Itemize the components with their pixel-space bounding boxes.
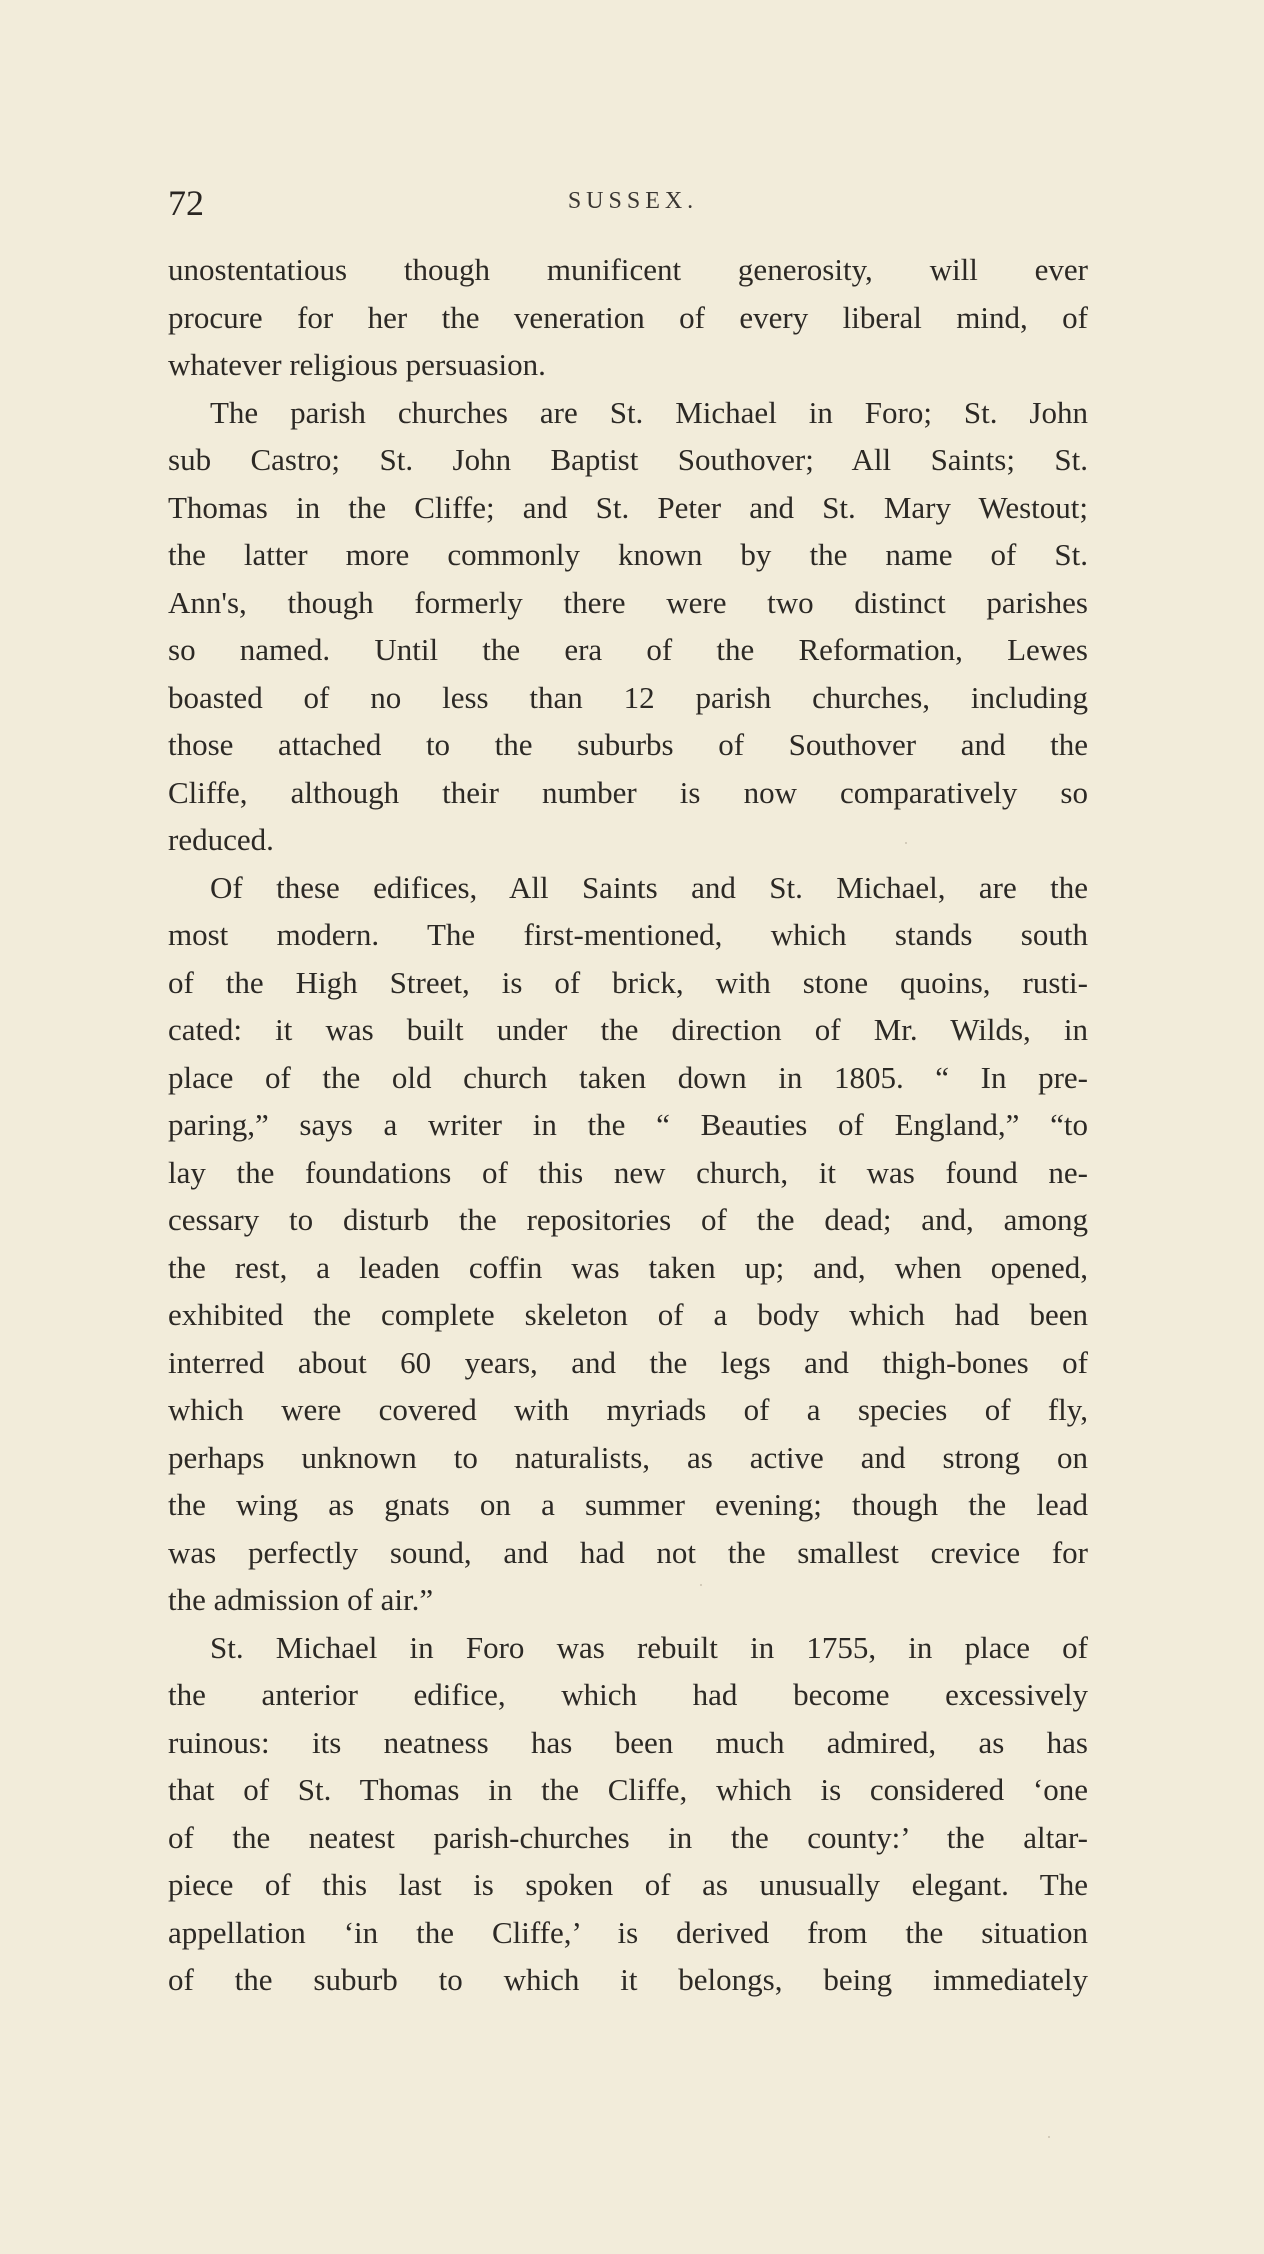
text-line: perhaps unknown to naturalists, as active and strong on: [168, 1439, 1088, 1475]
text-line: whatever religious persuasion.: [168, 347, 546, 382]
body-text: [168, 246, 1088, 2004]
text-line: appellation ‘in the Cliffe,’ is derived from the situation: [168, 1914, 1088, 1950]
text-line: was perfectly sound, and had not the smallest crevice for: [168, 1534, 1088, 1570]
paper-speck: [700, 1584, 702, 1586]
paper-speck: [1048, 2136, 1050, 2138]
text-line: paring,” says a writer in the “ Beauties of England,” “to: [168, 1107, 1088, 1142]
paragraph: [168, 389, 1088, 864]
page-header: [168, 182, 1098, 232]
text-line: most modern. The first-mentioned, which stands south: [168, 917, 1088, 952]
text-line: lay the foundations of this new church, it was found ne-: [168, 1154, 1088, 1190]
text-line: which were covered with myriads of a species of fly,: [168, 1392, 1088, 1427]
text-line: interred about 60 years, and the legs and thigh-bones of: [168, 1344, 1088, 1380]
text-line: the admission of air.”: [168, 1582, 434, 1617]
page-number: 72: [168, 183, 204, 223]
text-line: those attached to the suburbs of Southover and the: [168, 727, 1088, 762]
paragraph: [168, 246, 1088, 389]
text-line: of the suburb to which it belongs, being immediately: [168, 1962, 1088, 1997]
text-line: procure for her the veneration of every liberal mind, of: [168, 299, 1088, 335]
text-line: the anterior edifice, which had become excessively: [168, 1677, 1088, 1712]
running-head: SUSSEX.: [567, 188, 699, 214]
text-line: exhibited the complete skeleton of a body which had been: [168, 1297, 1088, 1332]
text-line: the latter more commonly known by the name of St.: [168, 537, 1088, 572]
paper-speck: [905, 842, 907, 844]
text-line: that of St. Thomas in the Cliffe, which is considered ‘one: [168, 1772, 1088, 1807]
text-line: cated: it was built under the direction of Mr. Wilds, in: [168, 1012, 1088, 1047]
text-line: place of the old church taken down in 1805. “ In pre-: [168, 1059, 1088, 1095]
paragraph: [168, 1624, 1088, 2004]
text-line: reduced.: [168, 822, 274, 857]
text-line: of the High Street, is of brick, with stone quoins, rusti-: [168, 964, 1088, 1000]
text-line: Ann's, though formerly there were two distinct parishes: [168, 584, 1088, 620]
text-line: unostentatious though munificent generosity, will ever: [168, 252, 1088, 287]
text-line: cessary to disturb the repositories of the dead; and, among: [168, 1202, 1088, 1237]
text-line: Of these edifices, All Saints and St. Michael, are the: [210, 869, 1088, 905]
text-line: St. Michael in Foro was rebuilt in 1755, in place of: [210, 1629, 1088, 1665]
text-line: the rest, a leaden coffin was taken up; and, when opened,: [168, 1249, 1088, 1285]
text-line: ruinous: its neatness has been much admired, as has: [168, 1724, 1088, 1760]
text-line: Cliffe, although their number is now comparatively so: [168, 774, 1088, 810]
text-line: piece of this last is spoken of as unusually elegant. The: [168, 1867, 1088, 1902]
text-line: sub Castro; St. John Baptist Southover; All Saints; St.: [168, 442, 1088, 477]
paragraph: [168, 864, 1088, 1624]
text-line: the wing as gnats on a summer evening; though the lead: [168, 1487, 1088, 1522]
text-line: The parish churches are St. Michael in Foro; St. John: [210, 394, 1088, 430]
text-line: of the neatest parish-churches in the county:’ the altar-: [168, 1819, 1088, 1855]
text-line: so named. Until the era of the Reformation, Lewes: [168, 632, 1088, 667]
text-line: Thomas in the Cliffe; and St. Peter and St. Mary Westout;: [168, 489, 1088, 525]
text-line: boasted of no less than 12 parish churches, including: [168, 679, 1088, 715]
